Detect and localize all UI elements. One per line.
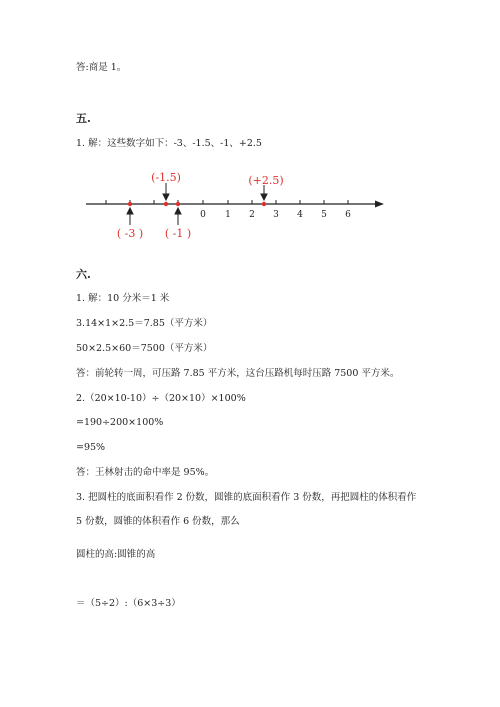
answer-line: 答:商是 1。 xyxy=(76,62,127,73)
tick-label-6: 6 xyxy=(345,210,351,220)
tick-label-2: 2 xyxy=(249,210,255,220)
number-line xyxy=(0,170,500,240)
question-six-2: 2.（20×10-10）÷（20×10）×100% xyxy=(76,393,246,404)
question-six-1: 1. 解：10 分米＝1 米 xyxy=(76,293,170,304)
tick-label-1: 1 xyxy=(225,210,231,220)
label-plus-2-5: (+2.5) xyxy=(248,174,284,187)
point-plus-2-5 xyxy=(262,202,266,206)
label-minus-1-5: (-1.5) xyxy=(151,171,181,184)
calc-line-1: 3.14×1×2.5＝7.85（平方米） xyxy=(76,318,213,329)
calc-line-2: 50×2.5×60＝7500（平方米） xyxy=(76,343,213,354)
point-minus-3 xyxy=(128,202,132,206)
tick-label-3: 3 xyxy=(273,210,279,220)
answer-six-1: 答：前轮转一周，可压路 7.85 平方米，这台压路机每时压路 7500 平方米。 xyxy=(76,368,400,379)
tick-label-5: 5 xyxy=(321,210,327,220)
answer-six-2: 答：王林射击的命中率是 95%。 xyxy=(76,467,215,478)
step-line-1: =190÷200×100% xyxy=(76,417,164,428)
label-minus-1: ( -1 ) xyxy=(164,227,192,240)
point-minus-1 xyxy=(176,202,180,206)
ratio-heading: 圆柱的高:圆锥的高 xyxy=(76,549,156,560)
section-six-heading: 六. xyxy=(76,268,91,281)
number-line-arrow xyxy=(375,201,384,208)
point-minus-1-5 xyxy=(164,202,168,206)
step-line-2: =95% xyxy=(76,442,106,453)
ratio-expression: ＝（5÷2）:（6×3÷3） xyxy=(76,598,181,609)
question-five-1: 1. 解：这些数字如下：-3、-1.5、-1、+2.5 xyxy=(76,138,262,149)
tick-label-4: 4 xyxy=(297,210,303,220)
question-six-3-line-a: 3. 把圆柱的底面积看作 2 份数，圆锥的底面积看作 3 份数，再把圆柱的体积看作 xyxy=(76,492,417,503)
section-five-heading: 五. xyxy=(76,112,91,125)
question-six-3-line-b: 5 份数，圆锥的体积看作 6 份数，那么 xyxy=(76,516,240,527)
label-minus-3: ( -3 ) xyxy=(116,227,144,240)
tick-label-0: 0 xyxy=(200,210,206,220)
